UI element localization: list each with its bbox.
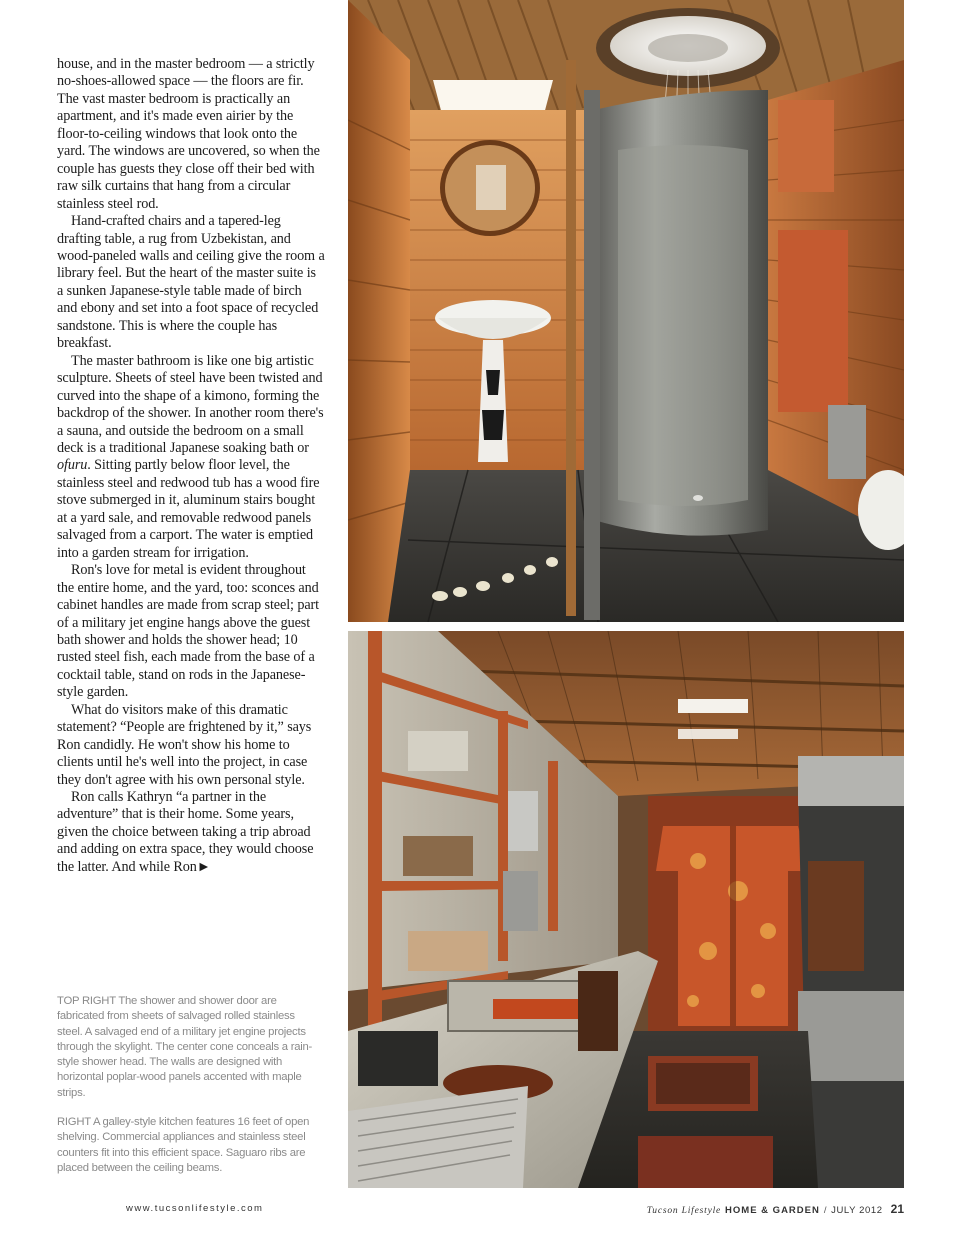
paragraph: Ron calls Kathryn “a partner in the adventure” that is their home. Some years, given the choice between taking a trip abroad and adding on extra space, they would choose the latter. And while Ron► [57,789,314,875]
caption-right [57,1115,319,1176]
paragraph: What do visitors make of this dramatic statement? “People are frightened by it,” says Ron candidly. He won't show his home to clients until he's well into the project, in case they don't agree with his own personal style. [57,701,312,788]
paragraph: Ron's love for metal is evident throughout the entire home, and the yard, too: sconces and cabinet handles are made from scrap steel; part of a military jet engine hangs above the guest bath shower and holds the shower head; 10 rusted steel fish, each made from the base of a cocktail table, stand on rods in the Japanese-style garden. [57,562,319,701]
photo-captions [57,994,319,1190]
kitchen-photo [348,631,904,1188]
page-number: 21 [890,1202,904,1216]
section-name: HOME & GARDEN [725,1205,820,1216]
paragraph-text: The master bathroom is like one big artistic sculpture. Sheets of steel have been twisted and curved into the shape of a kimono, forming the backdrop of the shower. In another room there's a sauna, and outside the bedroom on a small deck is a traditional Japanese soaking bath or [57,352,324,456]
caption-top-right [57,994,319,1101]
paragraph: Hand-crafted chairs and a tapered-leg drafting table, a rug from Uzbekistan, and wood-paneled walls and ceiling give the room a library feel. But the heart of the master suite is a sunken Japanese-style table made of birch and ebony and set into a foot space of recycled sandstone. This is where the couple has breakfast. [57,213,325,352]
folio [647,1202,904,1216]
caption-text: The shower and shower door are fabricated from sheets of salvaged rolled stainless steel. A salvaged end of a military jet engine projects through the skylight. The center cone conceals a rain-style shower head. The walls are designed with horizontal poplar-wood panels accented with maple strips. [57,995,313,1099]
italic-term: ofuru [57,457,88,474]
bathroom-photo [348,0,904,622]
article-body [57,56,325,876]
caption-lead: TOP RIGHT [57,995,116,1007]
paragraph: house, and in the master bedroom — a strictly no-shoes-allowed space — the floors are fir. The vast master bedroom is practically an apartment, and it's made even airier by the floor-to-ceiling windows that look onto the yard. The windows are uncovered, so when the couple has guests they close off their bed with raw silk curtains that hang from a circular stainless steel rod. [57,56,320,212]
magazine-name: Tucson Lifestyle [646,1206,722,1216]
caption-lead: RIGHT [57,1116,91,1129]
folio-separator: / [823,1205,828,1216]
issue-date: JULY 2012 [831,1205,883,1216]
kitchen-illustration [348,631,904,1188]
caption-text: A galley-style kitchen features 16 feet of open shelving. Commercial appliances and stainless steel counters fit into this efficient space. Saguaro ribs are placed between the ceiling beams. [57,1116,310,1174]
paragraph [57,353,325,562]
website-url: www.tucsonlifestyle.com [126,1203,264,1214]
paragraph-text: . Sitting partly below floor level, the stainless steel and redwood tub has a wood fire stove submerged in it, aluminum stairs bought at a yard sale, and removable redwood panels salvaged from a carport. The water is emptied into a garden stream for irrigation. [57,457,320,561]
bathroom-illustration [348,0,904,622]
